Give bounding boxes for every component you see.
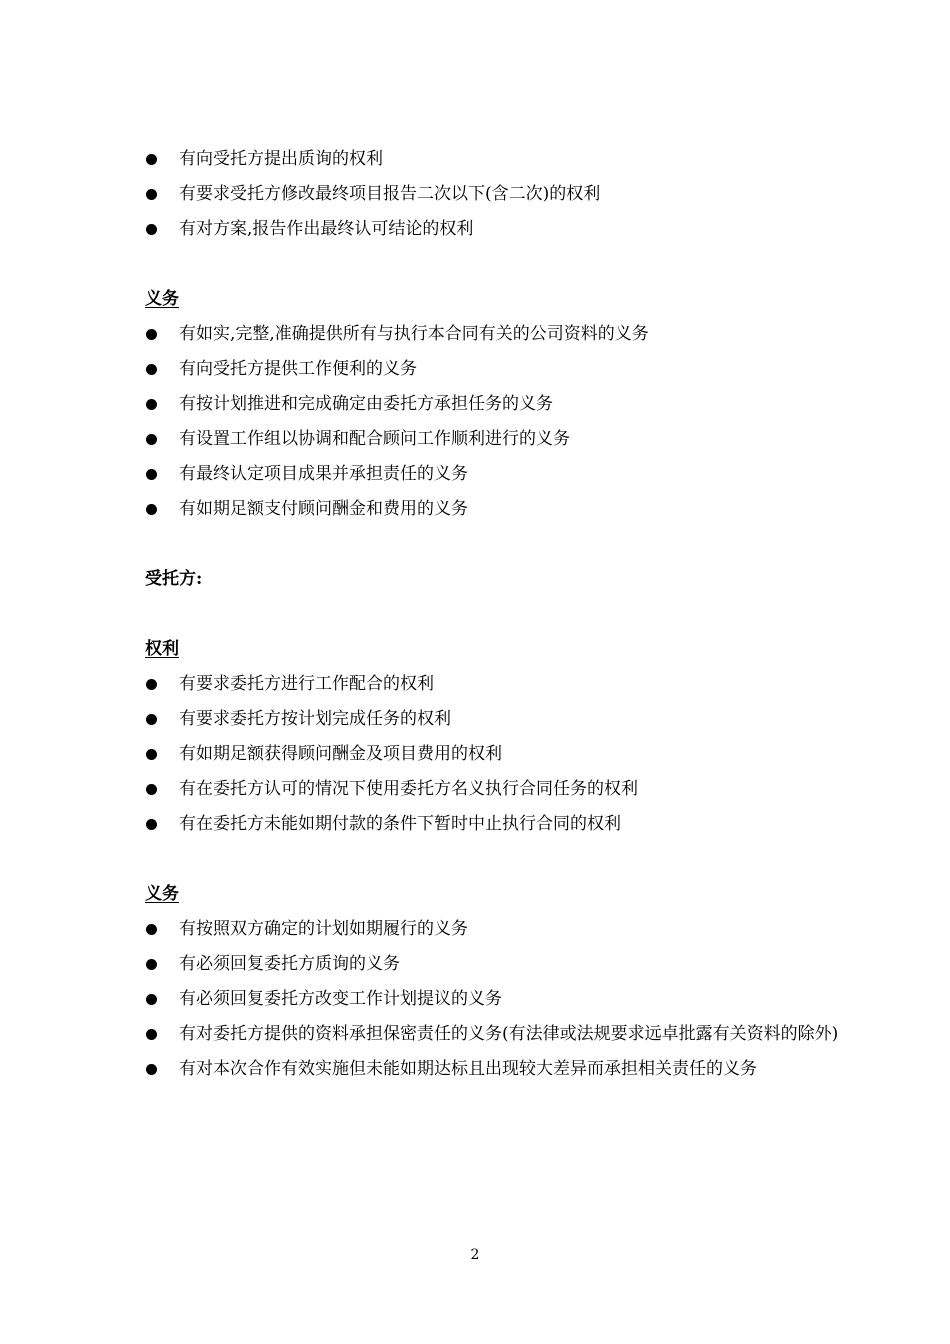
list-item-text: 有最终认定项目成果并承担责任的义务 xyxy=(179,464,468,484)
list-item-text: 有在委托方未能如期付款的条件下暂时中止执行合同的权利 xyxy=(179,814,621,834)
trustee-rights-list xyxy=(145,667,845,842)
bullet-icon xyxy=(146,749,157,760)
list-item xyxy=(145,212,845,247)
bullet-icon xyxy=(146,399,157,410)
list-item xyxy=(145,317,845,352)
spacer xyxy=(145,597,845,632)
spacer xyxy=(145,527,845,562)
page-number: 2 xyxy=(470,1247,480,1263)
list-item xyxy=(145,702,845,737)
bullet-icon xyxy=(146,154,157,165)
trustee-party-heading: 受托方: xyxy=(145,569,203,589)
list-item-text: 有对委托方提供的资料承担保密责任的义务(有法律或法规要求远卓批露有关资料的除外) xyxy=(179,1024,839,1044)
client-obligations-list xyxy=(145,317,845,527)
list-item-text: 有在委托方认可的情况下使用委托方名义执行合同任务的权利 xyxy=(179,779,638,799)
bullet-icon xyxy=(146,434,157,445)
list-item-text: 有要求受托方修改最终项目报告二次以下(含二次)的权利 xyxy=(179,184,601,204)
list-item-text: 有对本次合作有效实施但未能如期达标且出现较大差异而承担相关责任的义务 xyxy=(179,1059,757,1079)
list-item xyxy=(145,982,845,1017)
list-item-text: 有必须回复委托方质询的义务 xyxy=(179,954,400,974)
bullet-icon xyxy=(146,959,157,970)
list-item-text: 有如实,完整,准确提供所有与执行本合同有关的公司资料的义务 xyxy=(179,324,649,344)
list-item-text: 有向受托方提出质询的权利 xyxy=(179,149,383,169)
bullet-icon xyxy=(146,784,157,795)
list-item-text: 有按照双方确定的计划如期履行的义务 xyxy=(179,919,468,939)
list-item xyxy=(145,947,845,982)
list-item xyxy=(145,737,845,772)
list-item xyxy=(145,1052,845,1087)
bullet-icon xyxy=(146,1064,157,1075)
bullet-icon xyxy=(146,504,157,515)
list-item xyxy=(145,492,845,527)
list-item xyxy=(145,667,845,702)
list-item xyxy=(145,457,845,492)
trustee-obligations-list xyxy=(145,912,845,1087)
list-item-text: 有如期足额支付顾问酬金和费用的义务 xyxy=(179,499,468,519)
bullet-icon xyxy=(146,1029,157,1040)
list-item xyxy=(145,387,845,422)
bullet-icon xyxy=(146,329,157,340)
list-item-text: 有对方案,报告作出最终认可结论的权利 xyxy=(179,219,474,239)
bullet-icon xyxy=(146,924,157,935)
list-item-text: 有向受托方提供工作便利的义务 xyxy=(179,359,417,379)
bullet-icon xyxy=(146,189,157,200)
bullet-icon xyxy=(146,469,157,480)
bullet-icon xyxy=(146,819,157,830)
list-item-text: 有要求委托方进行工作配合的权利 xyxy=(179,674,434,694)
bullet-icon xyxy=(146,679,157,690)
list-item-text: 有按计划推进和完成确定由委托方承担任务的义务 xyxy=(179,394,553,414)
spacer xyxy=(145,247,845,282)
list-item-text: 有如期足额获得顾问酬金及项目费用的权利 xyxy=(179,744,502,764)
list-item xyxy=(145,142,845,177)
list-item-text: 有要求委托方按计划完成任务的权利 xyxy=(179,709,451,729)
bullet-icon xyxy=(146,994,157,1005)
list-item xyxy=(145,177,845,212)
list-item xyxy=(145,1017,845,1052)
client-obligations-heading: 义务 xyxy=(145,289,179,309)
list-item xyxy=(145,772,845,807)
list-item-text: 有设置工作组以协调和配合顾问工作顺利进行的义务 xyxy=(179,429,570,449)
bullet-icon xyxy=(146,364,157,375)
document-body xyxy=(145,142,845,1087)
list-item-text: 有必须回复委托方改变工作计划提议的义务 xyxy=(179,989,502,1009)
trustee-rights-heading: 权利 xyxy=(145,639,179,659)
client-rights-list xyxy=(145,142,845,247)
list-item xyxy=(145,807,845,842)
spacer xyxy=(145,842,845,877)
list-item xyxy=(145,422,845,457)
bullet-icon xyxy=(146,714,157,725)
list-item xyxy=(145,352,845,387)
bullet-icon xyxy=(146,224,157,235)
trustee-obligations-heading: 义务 xyxy=(145,884,179,904)
list-item xyxy=(145,912,845,947)
